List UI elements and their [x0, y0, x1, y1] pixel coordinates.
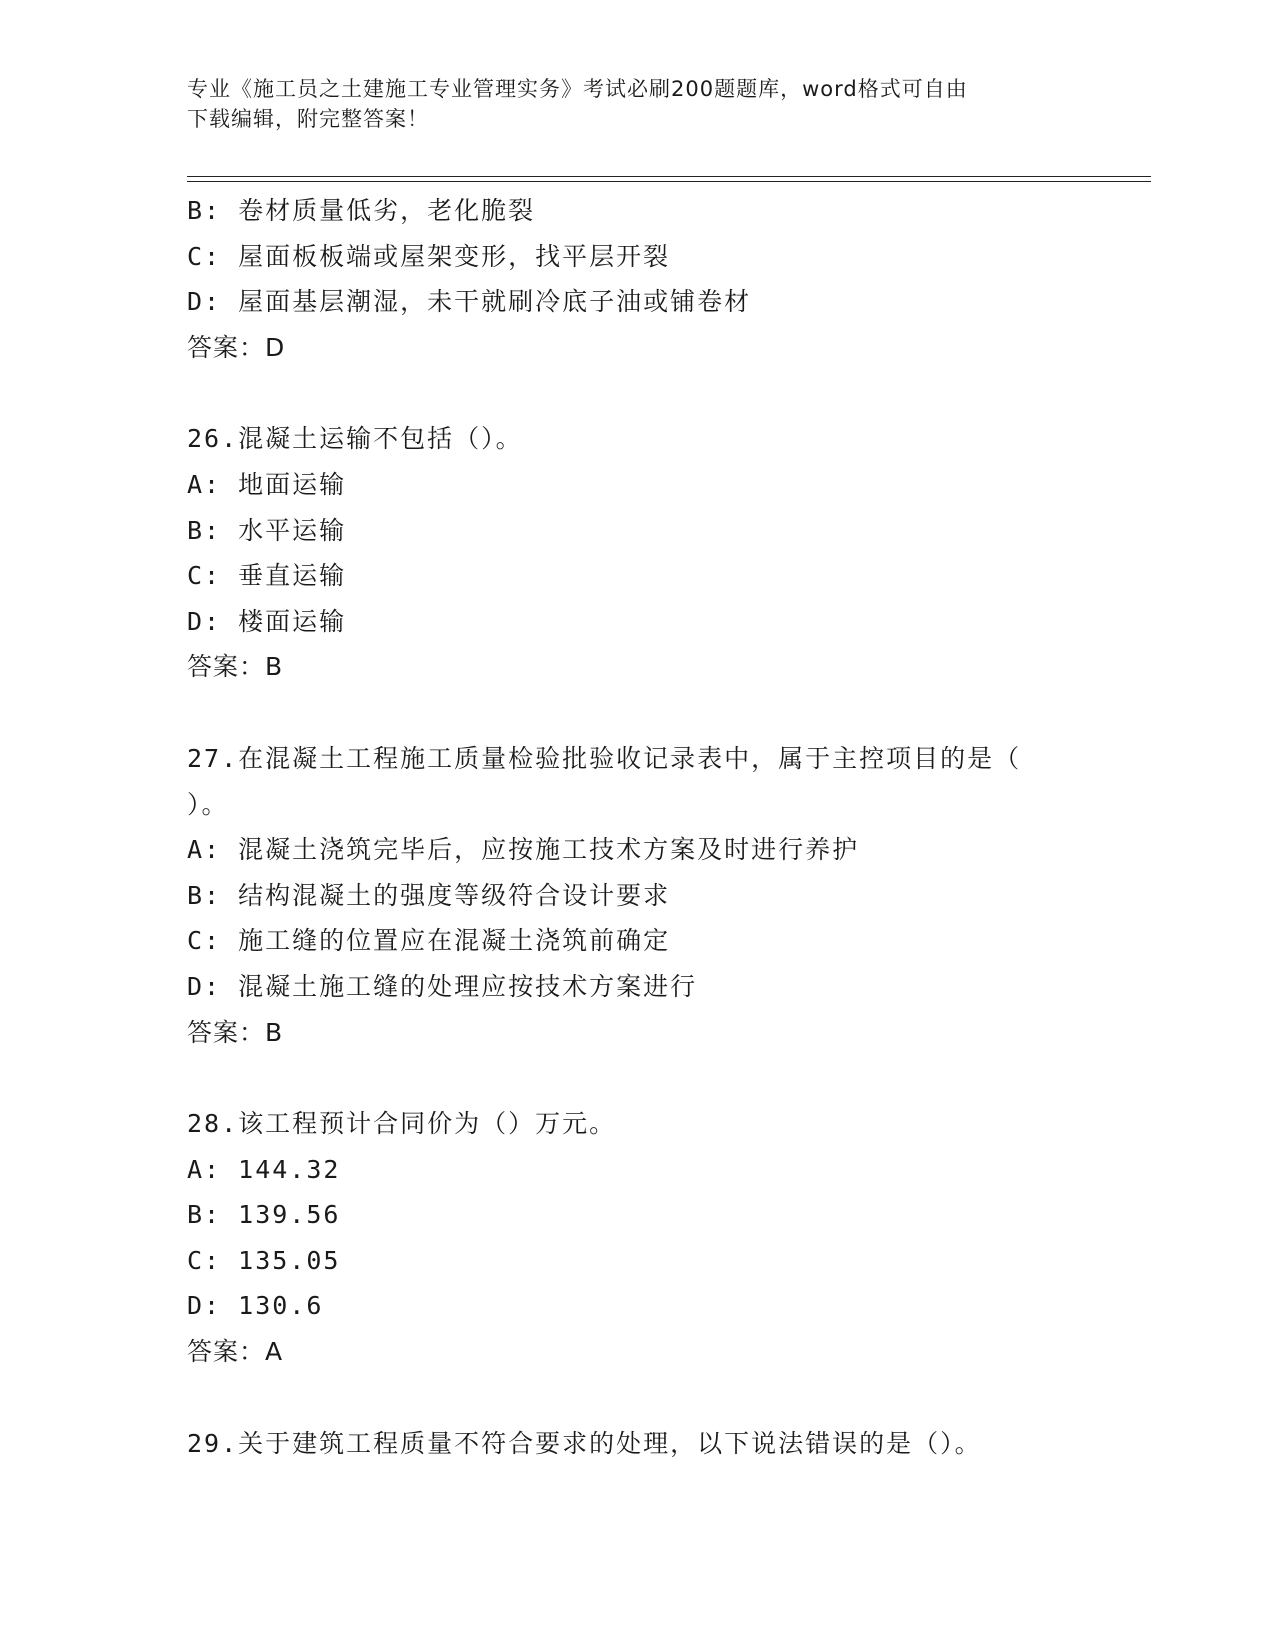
question-25 [187, 188, 1087, 370]
option-a: A: 144.32 [187, 1154, 341, 1184]
spacer [187, 370, 1087, 416]
question-text: 26.混凝土运输不包括（）。 [187, 424, 523, 454]
answer: 答案：D [187, 332, 286, 362]
question-text: 28.该工程预计合同价为（）万元。 [187, 1109, 617, 1139]
header-title-line-2: 下载编辑，附完整答案！ [187, 107, 429, 131]
spacer [187, 1055, 1087, 1101]
spacer [187, 690, 1087, 736]
header-title-line-1: 专业《施工员之土建施工专业管理实务》考试必刷200题题库，word格式可自由 [187, 77, 968, 101]
option-d: D: 屋面基层潮湿，未干就刷冷底子油或铺卷材 [187, 287, 752, 317]
question-text-line-1: 27.在混凝土工程施工质量检验批验收记录表中，属于主控项目的是（ [187, 743, 1022, 773]
option-b: B: 水平运输 [187, 515, 347, 545]
question-text: 29.关于建筑工程质量不符合要求的处理，以下说法错误的是（）。 [187, 1428, 982, 1458]
question-28 [187, 1101, 1087, 1375]
answer: 答案：A [187, 1337, 284, 1367]
question-27 [187, 736, 1087, 1055]
option-c: C: 屋面板板端或屋架变形，找平层开裂 [187, 241, 671, 271]
header-divider-top [187, 176, 1151, 177]
question-29 [187, 1421, 1087, 1467]
option-a: A: 地面运输 [187, 469, 347, 499]
option-c: C: 135.05 [187, 1245, 341, 1275]
option-b: B: 卷材质量低劣，老化脆裂 [187, 196, 536, 225]
spacer [187, 1375, 1087, 1421]
answer: 答案：B [187, 1017, 284, 1047]
option-c: C: 垂直运输 [187, 561, 347, 591]
question-text-line-2: ）。 [187, 789, 229, 819]
option-d: D: 楼面运输 [187, 606, 347, 636]
option-a: A: 混凝土浇筑完毕后，应按施工技术方案及时进行养护 [187, 835, 860, 865]
header-divider-bottom [187, 181, 1151, 182]
option-b: B: 结构混凝土的强度等级符合设计要求 [187, 880, 671, 910]
page-header [187, 74, 1067, 134]
question-26 [187, 416, 1087, 690]
option-d: D: 130.6 [187, 1291, 324, 1321]
answer: 答案：B [187, 652, 284, 682]
question-list [187, 188, 1087, 1466]
option-d: D: 混凝土施工缝的处理应按技术方案进行 [187, 971, 698, 1001]
option-b: B: 139.56 [187, 1200, 341, 1230]
option-c: C: 施工缝的位置应在混凝土浇筑前确定 [187, 926, 671, 956]
